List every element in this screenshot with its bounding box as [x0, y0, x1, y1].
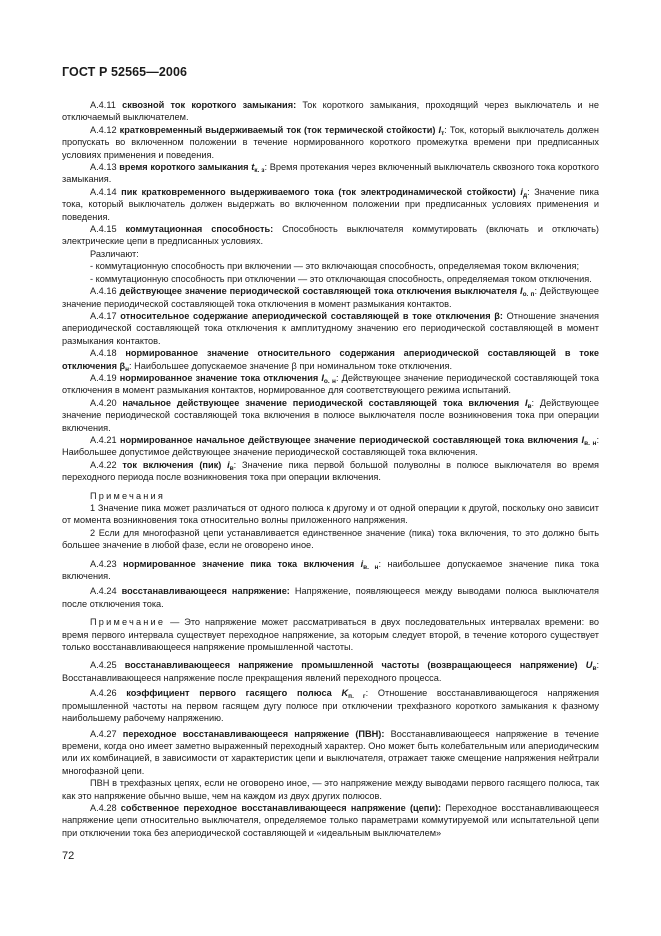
clause-a4-18: А.4.18 нормированное значение относительного содержания апериодической составляющей в токе отключения $\beta_н$: Наибольшее допускаемое значение β при номинальном токе отключения.: [62, 348, 599, 373]
note-1: 1 Значение пика может различаться от одного полюса к другому и от одной операции к другой, поскольку оно зависит от момента возникновения тока относительно волны приложенного напряжения.: [62, 503, 599, 526]
clause-a4-15: А.4.15 коммутационная способность: Способность выключателя коммутировать (включать и отключать) электрические цепи в предписанных условиях.: [62, 224, 599, 247]
clause-a4-25: А.4.25 восстанавливающееся напряжение промышленной частоты (возвращающееся напряжение) $U_в$: Восстанавливающееся напряжение после прекращения явлений переходного процесса.: [62, 660, 599, 683]
standard-header: ГОСТ Р 52565—2006: [62, 65, 188, 79]
notes-heading: Примечания: [90, 490, 166, 501]
bullet-closing-capacity: - коммутационную способность при включении — это включающая способность, определяемая током включения;: [90, 261, 580, 272]
clause-a4-12: А.4.12 кратковременный выдерживаемый ток (ток термической стойкости) $I_т$: Ток, который выключатель должен пропускать во включенном положении в течение нормированного короткого промежутка времени при предписанных условиях применения и поведения.: [62, 124, 599, 160]
clause-a4-19: А.4.19 нормированное значение тока отключения $I_{о. н}$: Действующее значение периодической составляющей тока отключения в момент размыкания контактов, нормированное для соответствующего режима испытаний.: [62, 372, 599, 396]
pvn-paragraph: ПВН в трехфазных цепях, если не оговорено иное, — это напряжение между выводами первого гасящего полюса, так как это напряжение обычно выше, чем на каждом из двух других полюсов.: [62, 778, 599, 801]
page-number: 72: [62, 850, 75, 862]
clause-a4-21: А.4.21 нормированное начальное действующее значение периодической составляющей тока включения $I_{в. н}$: Наибольшее допустимое действующее значение периодической составляющей тока включения.: [62, 434, 599, 458]
bullet-breaking-capacity: - коммутационную способность при отключении — это отключающая способность, определяемая током отключения.: [90, 273, 592, 284]
note-2: 2 Если для многофазной цепи устанавливается единственное значение (пика) тока включения, то это должно быть большее значение в любой фазе, если не оговорено иное.: [62, 527, 599, 551]
clause-a4-22: А.4.22 ток включения (пик) $i_в$: Значение пика первой большой полуволны в полюсе выключателя во время переходного периода после возникновения тока при операции включения.: [62, 459, 599, 483]
clause-a4-20: А.4.20 начальное действующее значение периодической составляющей тока включения $I_в$: Действующее значение периодической составляющей тока включения в полюсе выключателя после возникновения тока при операции включения.: [62, 397, 599, 433]
clause-a4-13: А.4.13 время короткого замыкания $t_{к. з}$: Время протекания через включенный выключатель сквозного тока короткого замыкания.: [62, 162, 599, 185]
clause-a4-14: А.4.14 пик кратковременного выдерживаемого тока (ток электродинамической стойкости) $i_д$: Значение пика тока, который выключатель должен выдержать во включенном положении при предписанных условиях применения и поведения.: [62, 186, 599, 222]
document-body: [62, 99, 599, 839]
clause-a4-28: А.4.28 собственное переходное восстанавливающееся напряжение (цепи): Переходное восстанавливающееся напряжение цепи относительно выключателя, определяемое только параметрами коммутируемой или испытательной цепи при отключении тока без апериодической составляющей и «идеальным выключателем»: [62, 802, 600, 838]
clause-a4-23: А.4.23 нормированное значение пика тока включения $i_{в. н}$: наибольшее допускаемое значение пика тока включения.: [62, 558, 599, 582]
note-3: Примечание — Это напряжение может рассматриваться в двух последовательных интервалах времени: во время первого интервала существует переходное напряжение, за которым следует второй, в течение которого существует только восстанавливающееся напряжение промышленной частоты.: [62, 617, 599, 653]
clause-a4-27: А.4.27 переходное восстанавливающееся напряжение (ПВН): Восстанавливающееся напряжение в течение времени, когда оно имеет заметно выраженный переходный характер. Оно может быть колебательным или апериодическим или их комбинацией, в зависимости от характеристик цепи и выключателя, отражает также смещение напряжения нейтрали многофазной цепи.: [62, 728, 599, 776]
clause-a4-17: А.4.17 относительное содержание апериодической составляющей в токе отключения β: Отношение значения апериодической составляющей тока отключения к амплитудному значению его периодической составляющей в момент размыкания контактов.: [62, 310, 599, 346]
clause-a4-26: А.4.26 коэффициент первого гасящего полюса $K_{п. г}$: Отношение восстанавливающегося напряжения промышленной частоты на первом гасящем дугу полюсе при отключении трехфазного короткого замыкания к фазному наибольшему рабочему напряжению.: [62, 688, 599, 724]
note-3-heading: Примечание: [90, 617, 166, 628]
clause-a4-11: А.4.11 сквозной ток короткого замыкания: Ток короткого замыкания, проходящий через выключатель и не отключаемый выключателем.: [62, 100, 599, 123]
clause-a4-16: А.4.16 действующее значение периодической составляющей тока отключения выключателя $I_{о. п}$: Действующее значение периодической составляющей тока отключения в момент размыкания контактов.: [62, 286, 600, 309]
clause-a4-24: А.4.24 восстанавливающееся напряжение: Напряжение, появляющееся между выводами полюса выключателя после отключения тока.: [62, 586, 599, 609]
distinguish-line: Различают:: [90, 248, 139, 259]
